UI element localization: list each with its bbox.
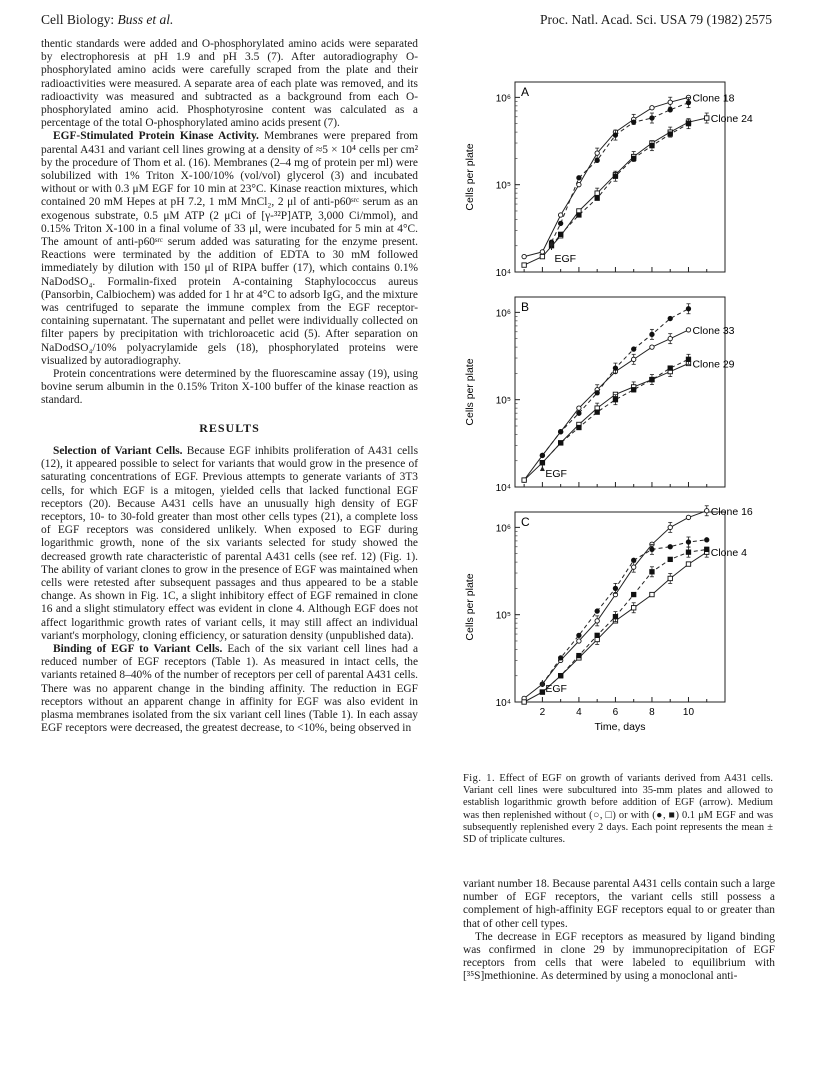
y-axis-label: Cells per plate xyxy=(464,573,476,641)
series-line xyxy=(552,124,689,246)
data-point xyxy=(668,336,672,340)
data-point xyxy=(613,397,617,401)
data-point xyxy=(522,700,526,704)
data-point xyxy=(595,633,599,637)
data-point xyxy=(577,633,581,637)
data-point xyxy=(558,429,562,433)
paragraph-body: Membranes were prepared from parental A431 and variant cell lines growing at a density of ≈5 × 10⁴ cells per cm² by the procedure of Thom et al. (16). Membranes (2–4 mg of protein per ml) were solubilized with 1% Triton X-100/10% (vol/vol) glycerol (3) and incubated without or with 0.3 μM EGF for 10 min at 23°C. Kinase reaction mixtures, which contained 20 mM Hepes at pH 7.2, 1 mM MnCl₂, 2 μl of anti-p60ˢʳᶜ serum as an exogenous substrate, 0.5 μM ATP (2 μCi of [γ-³²P]ATP, 3,000 Ci/mmol), and 0.15% Triton X-100 in a final volume of 33 μl, were incubated for 5 min at 4°C. The amount of anti-p60ˢʳᶜ serum added was saturating for the enzyme present. Reactions were terminated by the addition of EDTA to 30 mM followed immediately by dilution with 150 μl of RIPA buffer (17), which contains 0.1% NaDodSO₄. Formalin-fixed protein A-containing Staphylococcus aureus (Pansorbin, Calbiochem) was added for 1 hr at 4°C to adsorb IgG, and the mixture was centrifuged to separate the immune complex from the EGF receptor-containing supernatant. The supernatant and pellet were individually collected on filter papers by precipitation with trichloroacetic acid (5). After separation on NaDodSO₄/10% polyacrylamide gels (18), phosphorylated proteins were visualized by autoradiography. xyxy=(41,130,418,367)
data-point xyxy=(613,586,617,590)
data-point xyxy=(613,133,617,137)
data-point xyxy=(540,690,544,694)
data-point xyxy=(705,547,709,551)
results-heading: RESULTS xyxy=(199,420,260,435)
data-point xyxy=(558,213,562,217)
section-title: Binding of EGF to Variant Cells. xyxy=(53,642,223,655)
data-point xyxy=(668,366,672,370)
series-label: Clone 29 xyxy=(692,358,735,371)
series-label: Clone 4 xyxy=(710,547,747,560)
paragraph: variant number 18. Because parental A431 cells contain such a large number of EGF receptors, the variant cells still possess a complement of high-affinity EGF receptors equal to or greater than that of other cell types. xyxy=(463,878,775,930)
data-point xyxy=(650,592,654,596)
series-line xyxy=(542,309,688,456)
series-label: Clone 16 xyxy=(710,505,753,518)
plot-frame xyxy=(515,512,725,702)
data-point xyxy=(613,174,617,178)
series-line xyxy=(524,330,688,480)
data-point xyxy=(650,570,654,574)
data-point xyxy=(558,674,562,678)
data-point xyxy=(577,411,581,415)
figure-panel-c xyxy=(455,500,775,750)
series-label: Clone 33 xyxy=(692,324,735,337)
data-point xyxy=(631,558,635,562)
data-point xyxy=(595,191,599,195)
data-point xyxy=(650,547,654,551)
data-point xyxy=(577,639,581,643)
data-point xyxy=(650,345,654,349)
data-point xyxy=(558,656,562,660)
y-tick-label: 10⁶ xyxy=(495,308,511,320)
data-point xyxy=(577,176,581,180)
panel-letter: B xyxy=(521,300,530,314)
data-point xyxy=(668,576,672,580)
data-point xyxy=(650,116,654,120)
data-point xyxy=(686,357,690,361)
data-point xyxy=(540,250,544,254)
panel-letter: A xyxy=(521,85,530,99)
data-point xyxy=(595,410,599,414)
y-axis-label: Cells per plate xyxy=(464,143,476,211)
egf-label: EGF xyxy=(554,253,577,265)
panel-letter: C xyxy=(521,515,530,529)
data-point xyxy=(686,515,690,519)
data-point xyxy=(705,509,709,513)
series-line xyxy=(542,540,706,684)
series-line xyxy=(524,97,688,256)
data-point xyxy=(577,425,581,429)
data-point xyxy=(522,254,526,258)
egf-label: EGF xyxy=(545,468,567,480)
data-point xyxy=(522,478,526,482)
data-point xyxy=(631,347,635,351)
journal-citation: Proc. Natl. Acad. Sci. USA 79 (1982) xyxy=(540,12,743,27)
data-point xyxy=(595,151,599,155)
paragraph xyxy=(41,643,418,735)
paragraph xyxy=(41,130,418,368)
x-tick-label: 10 xyxy=(682,707,695,718)
y-tick-label: 10⁶ xyxy=(495,523,511,535)
data-point xyxy=(577,653,581,657)
y-tick-label: 10⁵ xyxy=(495,180,511,192)
data-point xyxy=(595,619,599,623)
series-label: Clone 24 xyxy=(710,113,753,126)
egf-label: EGF xyxy=(545,683,567,695)
data-point xyxy=(686,562,690,566)
paragraph: The decrease in EGF receptors as measured by ligand binding was confirmed in clone 29 by immunoprecipitation of EGF receptors from cells that were labeled to equilibrium with [³⁵S]methionine. As determined by using a monoclonal anti- xyxy=(463,930,775,983)
data-point xyxy=(668,100,672,104)
data-point xyxy=(558,441,562,445)
x-tick-label: 4 xyxy=(576,707,582,718)
data-point xyxy=(686,121,690,125)
data-point xyxy=(650,143,654,147)
left-column xyxy=(41,38,418,735)
data-point xyxy=(595,609,599,613)
page-number: 2575 xyxy=(745,12,772,27)
y-tick-label: 10⁴ xyxy=(495,268,511,279)
data-point xyxy=(631,606,635,610)
series-line xyxy=(524,511,707,699)
y-tick-label: 10⁴ xyxy=(495,698,511,709)
data-point xyxy=(595,391,599,395)
data-point xyxy=(668,525,672,529)
egf-arrow-head xyxy=(540,466,545,471)
data-point xyxy=(668,557,672,561)
figure-panel-a xyxy=(455,70,775,285)
paragraph xyxy=(41,445,418,643)
data-point xyxy=(686,550,690,554)
running-head-left xyxy=(41,12,173,28)
caption-text: Effect of EGF on growth of variants derived from A431 cells. Variant cell lines were subcultured into 35-mm plates and allowed to establish logarithmic growth before addition of EGF (arrow). Medium was then replenished without (○, □) or with (●, ■) 0.1 μM EGF and was subsequently replenished every 2 days. Each point represents the mean ± SD of triplicate cultures. xyxy=(463,773,773,846)
data-point xyxy=(650,106,654,110)
data-point xyxy=(705,116,709,120)
paragraph-body: Each of the six variant cell lines had a reduced number of EGF receptors (Table 1). As measured in intact cells, the variants retained 8–40% of the number of receptors per cell of parental A431 cells. There was no apparent change in the binding affinity. The reduction in EGF receptors without an apparent change in affinity for EGF was also evident in plasma membranes isolated from the six variant cell lines (Table 1). In each assay EGF receptors were decreased, the greatest decrease, to <10%, being observed in xyxy=(41,642,419,735)
authors: Buss et al. xyxy=(117,12,174,27)
x-tick-label: 6 xyxy=(612,707,619,718)
data-point xyxy=(650,332,654,336)
y-tick-label: 10⁴ xyxy=(495,483,511,494)
data-point xyxy=(686,540,690,544)
y-axis-label: Cells per plate xyxy=(464,358,476,426)
figure-label: Fig. 1. xyxy=(463,773,496,784)
figure-panel-b xyxy=(455,285,775,500)
data-point xyxy=(705,538,709,542)
data-point xyxy=(577,182,581,186)
data-point xyxy=(613,366,617,370)
y-tick-label: 10⁵ xyxy=(495,395,511,407)
data-point xyxy=(540,453,544,457)
paragraph: Protein concentrations were determined by the fluorescamine assay (19), using bovine serum albumin in the 0.15% Triton X-100 buffer of the kinase reaction as standard. xyxy=(41,368,418,407)
y-tick-label: 10⁵ xyxy=(495,610,511,622)
data-point xyxy=(540,460,544,464)
x-tick-label: 2 xyxy=(539,707,546,718)
series-line xyxy=(542,359,688,462)
right-column xyxy=(463,878,775,984)
series-line xyxy=(524,552,707,702)
data-point xyxy=(686,328,690,332)
data-point xyxy=(631,388,635,392)
y-tick-label: 10⁶ xyxy=(495,93,511,105)
data-point xyxy=(650,377,654,381)
data-point xyxy=(558,232,562,236)
data-point xyxy=(595,196,599,200)
section-name: Cell Biology: xyxy=(41,12,115,27)
data-point xyxy=(631,357,635,361)
data-point xyxy=(558,221,562,225)
data-point xyxy=(631,565,635,569)
data-point xyxy=(686,100,690,104)
data-point xyxy=(631,156,635,160)
series-line xyxy=(542,549,706,692)
data-point xyxy=(577,213,581,217)
x-tick-label: 8 xyxy=(649,707,655,718)
data-point xyxy=(613,614,617,618)
figure-caption xyxy=(463,773,773,846)
data-point xyxy=(686,307,690,311)
paragraph-body: Because EGF inhibits proliferation of A431 cells (12), it appeared possible to select for variants that would grow in the presence of saturating concentrations of EGF. Previous attempts to generate variants of 3T3 cells, for which EGF is a mitogen, yielded cells that lacked functional EGF receptors (20). Because A431 cells have an unusually high density of EGF receptors, 10- to 30-fold greater than most other cells types (21), a complete loss of EGF receptors was considered unlikely. When exposed to EGF during logarithmic growth, none of the six variants selected for study showed the decreased growth rate characteristic of parental A431 cells (see ref. 12) (Fig. 1). The ability of variant clones to grow in the presence of EGF was maintained when cells were retested after subsequent passages and thus appeared to be a stable change. As shown in Fig. 1C, a slight inhibitory effect of EGF remained in clone 16 and a slight stimulatory effect was evident in clone 4. Although EGF does not affect logarithmic growth rates of variant cells, it may still affect an individual variant's morphology, cloning efficiency, or saturation density (unpublished data). xyxy=(41,444,418,642)
data-point xyxy=(631,592,635,596)
x-axis-label: Time, days xyxy=(594,721,646,733)
section-title: EGF-Stimulated Protein Kinase Activity. xyxy=(53,130,259,143)
data-point xyxy=(668,132,672,136)
data-point xyxy=(668,108,672,112)
series-label: Clone 18 xyxy=(692,92,735,105)
data-point xyxy=(631,120,635,124)
paragraph: thentic standards were added and O-phosphorylated amino acids were separated by electrophoresis at pH 1.9 and pH 3.5 (7). After autoradiography O-phosphorylated amino acids were carefully scraped from the plate and their radioactivities were measured. A separate area of each plate was removed, and its radioactivity was measured and subtracted as a background from each O-phosphorylated amino acid. Phosphotyrosine content was calculated as a percentage of the total O-phosphorylated amino acids present (7). xyxy=(41,38,418,130)
section-title: Selection of Variant Cells. xyxy=(53,444,183,457)
data-point xyxy=(522,263,526,267)
data-point xyxy=(668,316,672,320)
data-point xyxy=(577,406,581,410)
data-point xyxy=(668,545,672,549)
data-point xyxy=(595,158,599,162)
data-point xyxy=(540,254,544,258)
